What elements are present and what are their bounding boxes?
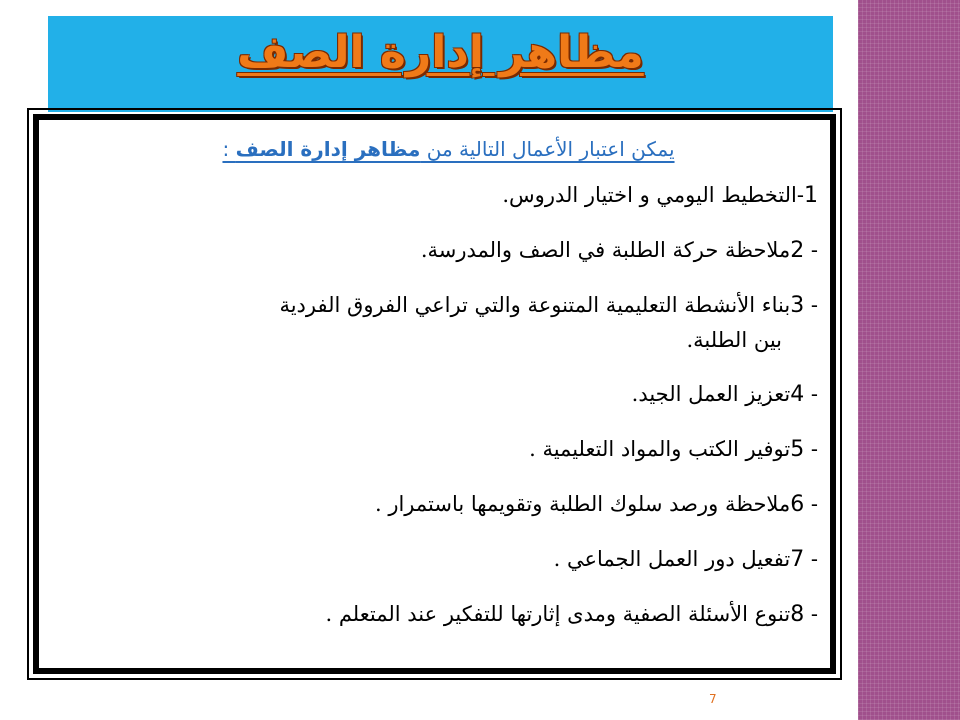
list-item — [79, 487, 818, 522]
list-item — [79, 233, 818, 268]
page-number: 7 — [709, 692, 717, 706]
intro-line — [79, 134, 818, 164]
item-separator: - — [804, 437, 818, 461]
item-separator: - — [804, 382, 818, 406]
item-number: 3 — [790, 293, 805, 318]
items-list — [79, 178, 818, 632]
item-continuation: بين الطلبة. — [686, 328, 782, 352]
item-text: توفير الكتب والمواد التعليمية . — [529, 437, 791, 461]
list-item — [79, 542, 818, 577]
list-item — [79, 288, 818, 357]
item-text: ملاحظة حركة الطلبة في الصف والمدرسة. — [420, 238, 791, 262]
item-number: 4 — [790, 382, 805, 407]
intro-suffix: : — [222, 137, 236, 161]
item-separator: - — [804, 293, 818, 317]
item-text: تنوع الأسئلة الصفية ومدى إثارتها للتفكير عند المتعلم . — [325, 602, 791, 626]
item-number: 2 — [790, 238, 805, 263]
item-number: 1 — [804, 183, 818, 208]
list-item — [79, 377, 818, 412]
item-text: ملاحظة ورصد سلوك الطلبة وتقويمها باستمرار . — [374, 492, 791, 516]
item-text: التخطيط اليومي و اختيار الدروس. — [502, 183, 797, 207]
item-text: تفعيل دور العمل الجماعي . — [553, 547, 791, 571]
intro-bold: مظاهر إدارة الصف — [235, 137, 421, 161]
item-text: بناء الأنشطة التعليمية المتنوعة والتي تراعي الفروق الفردية — [279, 293, 791, 317]
list-item — [79, 432, 818, 467]
item-number: 7 — [790, 547, 805, 572]
item-separator: - — [796, 183, 804, 207]
item-separator: - — [804, 492, 818, 516]
intro-prefix: يمكن اعتبار الأعمال التالية من — [420, 137, 675, 161]
item-number: 6 — [790, 492, 805, 517]
item-number: 8 — [790, 602, 805, 627]
side-decoration-stripe — [858, 0, 960, 720]
list-item — [79, 597, 818, 632]
slide-title: مظاهر إدارة الصف — [237, 26, 644, 78]
item-number: 5 — [790, 437, 805, 462]
item-separator: - — [804, 602, 818, 626]
item-text: تعزيز العمل الجيد. — [631, 382, 791, 406]
item-separator: - — [804, 238, 818, 262]
item-separator: - — [804, 547, 818, 571]
content-box — [33, 114, 836, 674]
list-item — [79, 178, 818, 213]
title-banner — [48, 16, 833, 112]
